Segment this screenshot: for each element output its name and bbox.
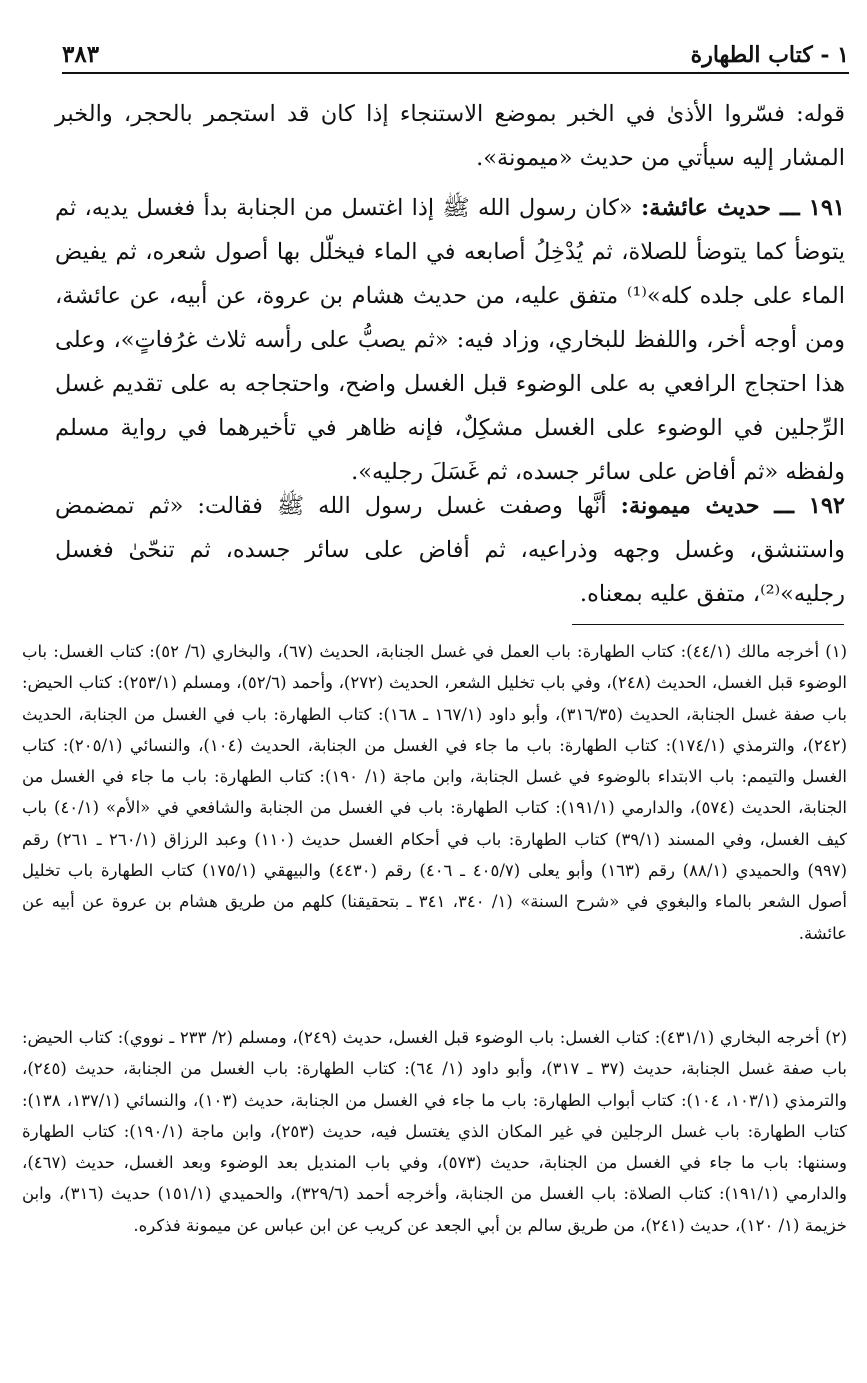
footnote-2-text: أخرجه البخاري (٤٣١/١): كتاب الغسل: باب الوضوء قبل الغسل، حديث (٢٤٩)، ومسلم (٢/ ٢٣٣ ـ نووي): كتاب الحيض: باب صفة غسل الجنابة، حديث (٣٧ ـ ٣١٧)، وأبو داود (١/ ٦٤): كتاب الطهارة: باب الغسل من الجنابة، حديث (٢٤٥)، والترمذي (١٠٣/١، ١٠٤): كتاب أبواب الطهارة: باب ما جاء في الغسل من الجنابة، حديث (١٠٣)، والنسائي (١٣٧/١، ١٣٨): كتاب الطهارة: باب غسل الرجلين في غير المكان الذي يغتسل فيه، حديث (٢٥٣)، وابن ماجة (١٩٠/١): كتاب الطهارة وسننها: باب ما جاء في الغسل من الجنابة، حديث (٥٧٣)، وفي باب المنديل بعد الوضوء وبعد الغسل، حديث (٤٦٧)، والدارمي (١٩١/١): كتاب الصلاة: باب الغسل من الجنابة، وأخرجه أحمد (٣٢٩/٦)، والحميدي (١٥١/١) حديث (٣١٦)، وابن خزيمة (١/ ١٢٠)، حديث (٢٤١)، من طريق سالم بن أبي الجعد عن كريب عن ابن عباس عن ميمونة فذكره.	[22, 1028, 848, 1235]
footnote-1-marker: (١)	[825, 642, 848, 661]
hadith-192	[55, 484, 845, 616]
hadith-192-text: أنَّها وصفت غسل رسول الله ﷺ فقالت: «ثم تمضمض واستنشق، وغسل وجهه وذراعيه، ثم أفاض على سائر جسده، ثم تنحّىٰ فغسل رجليه»⁽²⁾، متفق عليه بمعناه.	[55, 493, 845, 607]
page-number: ٣٨٣	[62, 41, 100, 68]
paragraph-commentary: قوله: فسّروا الأذىٰ في الخبر بموضع الاستنجاء إذا كان قد استجمر بالحجر، والخبر المشار إليه سيأتي من حديث «ميمونة».	[55, 101, 845, 171]
running-title: ١ - كتاب الطهارة	[690, 42, 849, 68]
hadith-191-heading: ١٩١ ـــ حديث عائشة:	[640, 195, 845, 221]
footnote-separator	[572, 624, 844, 625]
footnote-1	[22, 636, 847, 949]
footnote-2	[22, 1022, 847, 1241]
hadith-191	[55, 186, 845, 494]
hadith-191-text: «كان رسول الله ﷺ إذا اغتسل من الجنابة بدأ فغسل يديه، ثم يتوضأ كما يتوضأ للصلاة، ثم يُدْخِلُ أصابعه في الماء فيخلّل بها أصول شعره، ثم يفيض الماء على جلده كله»⁽¹⁾ متفق عليه، من حديث هشام بن عروة، عن أبيه، عن عائشة، ومن أوجه أخر، واللفظ للبخاري، وزاد فيه: «ثم يصبُّ على رأسه ثلاث غرُفاتٍ»، وعلى هذا احتجاج الرافعي به على الوضوء قبل الغسل واضح، واحتجاجه به على تقديم غسل الرِّجلين في الوضوء على الغسل مشكِلٌ، فإنه ظاهر في تأخيرهما في رواية مسلم ولفظه «ثم أفاض على سائر جسده، ثم غَسَلَ رجليه».	[55, 195, 845, 485]
page-header	[62, 30, 849, 74]
footnote-1-text: أخرجه مالك (٤٤/١): كتاب الطهارة: باب العمل في غسل الجنابة، الحديث (٦٧)، والبخاري (٦/ ٥٢): كتاب الغسل: باب الوضوء قبل الغسل، الحديث (٢٤٨)، وفي باب تخليل الشعر، الحديث (٢٧٢)، وأحمد (٥٢/٦)، ومسلم (٢٥٣/١): كتاب الحيض: باب صفة غسل الجنابة، الحديث (٣١٦/٣٥)، وأبو داود (١٦٧/١ ـ ١٦٨): كتاب الطهارة: باب في الغسل من الجنابة، الحديث (٢٤٢)، والترمذي (١٧٤/١): كتاب الطهارة: باب ما جاء في الغسل من الجنابة، الحديث (١٠٤)، والنسائي (٢٠٥/١): كتاب الغسل والتيمم: باب الابتداء بالوضوء في غسل الجنابة، وابن ماجة (١/ ١٩٠): كتاب الطهارة: باب ما جاء في الغسل من الجنابة، الحديث (٥٧٤)، والدارمي (١٩١/١): كتاب الطهارة: باب في الغسل من الجنابة والشافعي في «الأم» (٤٠/١) باب كيف الغسل، وفي المسند (٣٩/١) كتاب الطهارة: باب في أحكام الغسل حديث (١١٠) وعبد الرزاق (٢٦٠/١ ـ ٢٦١) رقم (٩٩٧) والحميدي (٨٨/١) رقم (١٦٣) وأبو يعلى (٤٠٥/٧ ـ ٤٠٦) رقم (٤٤٣٠) والبيهقي (١٧٥/١) كتاب الطهارة باب تخليل أصول الشعر بالماء والبغوي في «شرح السنة» (١/ ٣٤٠، ٣٤١ ـ بتحقيقنا) كلهم من طريق هشام بن عروة عن أبيه عن عائشة.	[22, 642, 848, 943]
footnote-2-marker: (٢)	[825, 1028, 847, 1047]
hadith-192-heading: ١٩٢ ـــ حديث ميمونة:	[620, 493, 845, 519]
